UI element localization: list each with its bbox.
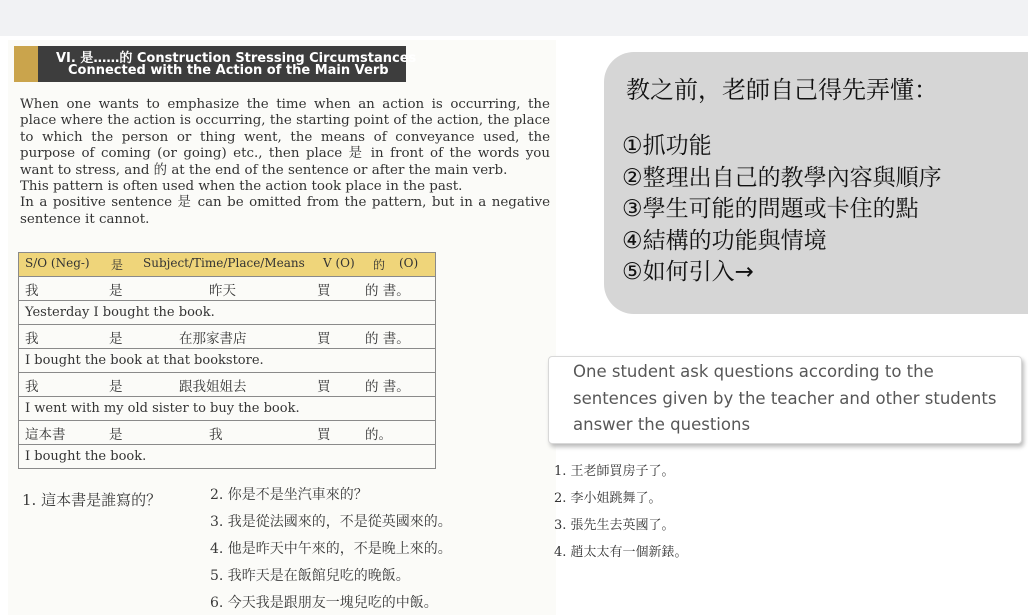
exercise-item: 5. 我昨天是在飯館兒吃的晚飯。 [210, 568, 410, 584]
cell-circumstance: 我 [209, 426, 223, 443]
header-cell: (O) [399, 256, 419, 270]
cell-verb: 買 [317, 426, 331, 443]
cell-english: I went with my old sister to buy the book. [19, 397, 436, 421]
exercise-item: 3. 我是從法國來的，不是從英國來的。 [210, 514, 452, 530]
header-cell: 的 [373, 258, 386, 272]
pattern-table [18, 252, 436, 469]
table-row [19, 349, 436, 373]
header-cell: V (O) [323, 256, 355, 270]
section-title-bar [14, 46, 417, 82]
header-cell: Subject/Time/Place/Means [143, 256, 305, 270]
explanation-paragraph [20, 97, 550, 228]
list-item: 2. 李小姐跳舞了。 [554, 491, 662, 506]
cell-subject: 我 [25, 282, 39, 299]
cell-circumstance: 跟我姐姐去 [179, 378, 247, 395]
cell-subject: 我 [25, 330, 39, 347]
step-item: ⑤如何引入→ [622, 259, 754, 285]
section-title-line2: Connected with the Action of the Main Verb [68, 63, 389, 78]
list-item: 3. 張先生去英國了。 [554, 518, 675, 533]
explanation-p2: This pattern is often used when the action took place in the past. [20, 179, 463, 195]
cell-verb: 買 [317, 378, 331, 395]
cell-shi: 是 [109, 330, 123, 347]
table-row [19, 397, 436, 421]
cell-english: I bought the book. [19, 445, 436, 469]
header-cell: S/O (Neg-) [25, 256, 90, 270]
teacher-note-bubble [604, 52, 1028, 314]
step-item: ④結構的功能與情境 [622, 227, 827, 254]
cell-english: Yesterday I bought the book. [19, 301, 436, 325]
question-list [554, 458, 688, 566]
cell-verb: 買 [317, 330, 331, 347]
section-title-line1: VI. 是……的 Construction Stressing Circumstances [56, 51, 417, 66]
cell-de: 的 書。 [365, 330, 410, 347]
exercise-item: 4. 他是昨天中午來的，不是晚上來的。 [210, 541, 452, 557]
exercise-item: 2. 你是不是坐汽車來的？ [210, 487, 368, 503]
cell-de: 的 書。 [365, 378, 410, 395]
bubble-title: 教之前，老師自己得先弄懂： [626, 76, 938, 104]
list-item: 1. 王老師買房子了。 [554, 464, 675, 479]
step-item: ①抓功能 [622, 133, 712, 159]
explanation-p1: When one wants to emphasize the time when an action is occurring, the place where the action is occurring, the starting point of the action, the place to which the person or thing went, the means of conveyance used, the purpose of coming (or going) etc., then place 是 in front of the words you want to stress, and 的 at the end of the sentence or after the main verb. [20, 97, 550, 178]
cell-english: I bought the book at that bookstore. [19, 349, 436, 373]
bubble-steps [622, 131, 942, 289]
cell-circumstance: 昨天 [209, 282, 236, 299]
table-row [19, 445, 436, 469]
cell-circumstance: 在那家書店 [179, 330, 247, 347]
activity-instruction-panel [548, 356, 1022, 444]
table-row [19, 301, 436, 325]
explanation-p3: In a positive sentence 是 can be omitted from the pattern, but in a negative sentence it cannot. [20, 195, 550, 227]
cell-de: 的 書。 [365, 282, 410, 299]
cell-shi: 是 [109, 378, 123, 395]
table-row [19, 277, 436, 301]
step-item: ②整理出自己的教學內容與順序 [622, 164, 942, 191]
activity-instruction-text: One student ask questions according to the sentences given by the teacher and other students answer the questions [573, 362, 997, 434]
exercise-item: 1. 這本書是誰寫的？ [22, 491, 162, 509]
cell-shi: 是 [109, 282, 123, 299]
table-row [19, 373, 436, 397]
cell-subject: 我 [25, 378, 39, 395]
cell-verb: 買 [317, 282, 331, 299]
pattern-table-header [19, 253, 436, 277]
table-row [19, 421, 436, 445]
cell-de: 的。 [365, 426, 392, 443]
cell-subject: 這本書 [25, 426, 66, 443]
step-item: ③學生可能的問題或卡住的點 [622, 196, 919, 222]
table-row [19, 325, 436, 349]
cell-shi: 是 [109, 426, 123, 443]
list-item: 4. 趙太太有一個新錶。 [554, 545, 688, 560]
header-cell: 是 [111, 258, 124, 272]
top-bar [0, 0, 1028, 36]
exercise-item: 6. 今天我是跟朋友一塊兒吃的中飯。 [210, 595, 438, 611]
